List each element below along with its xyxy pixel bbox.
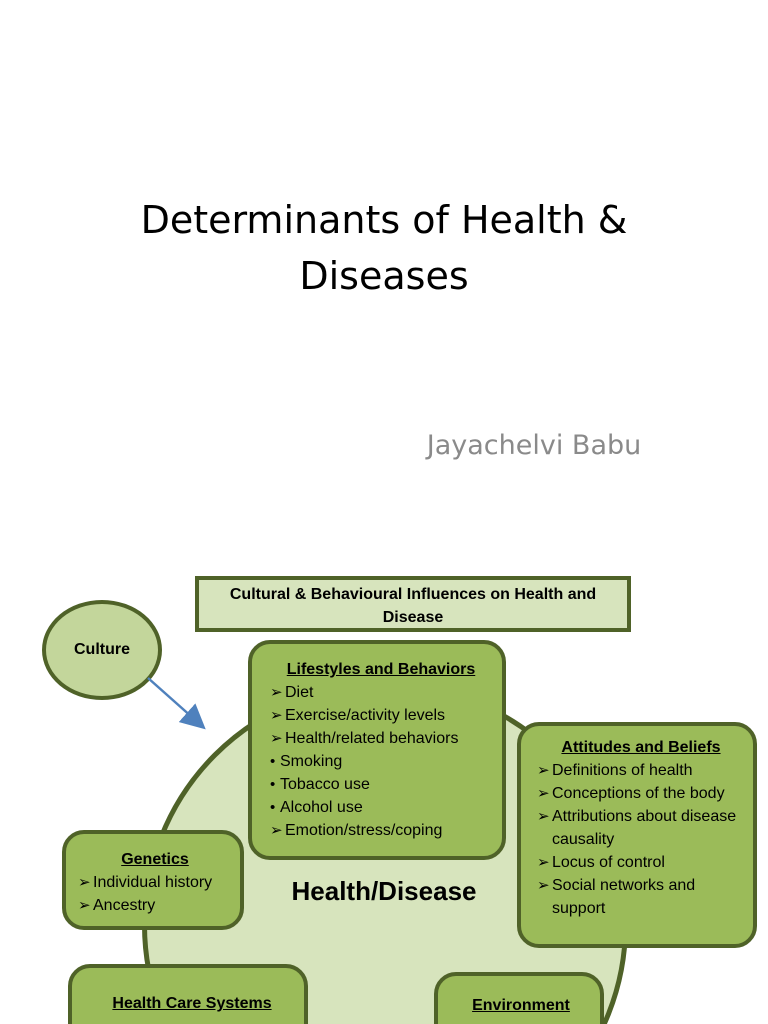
- genetics-list: [78, 871, 232, 917]
- list-item: ➢ Social networks and support: [537, 874, 745, 920]
- list-item: ➢ Conceptions of the body: [537, 782, 745, 805]
- list-item: ➢ Locus of control: [537, 851, 745, 874]
- arrow-bullet-icon: ➢: [78, 897, 91, 914]
- list-item: ➢ Exercise/activity levels: [270, 704, 492, 727]
- health-disease-label: Health/Disease: [291, 876, 477, 906]
- arrow-bullet-icon: ➢: [270, 822, 283, 839]
- diagram-header-line-1: Cultural & Behavioural Influences on Health and: [229, 586, 597, 603]
- list-item: ➢ Definitions of health: [537, 759, 745, 782]
- slide-title: [84, 192, 684, 304]
- arrow-bullet-icon: ➢: [270, 707, 283, 724]
- list-item: • Smoking: [270, 750, 492, 773]
- lifestyles-list: [270, 681, 492, 842]
- list-item: ➢ Emotion/stress/coping: [270, 819, 492, 842]
- list-item: ➢ Attributions about disease causality: [537, 805, 745, 851]
- arrow-bullet-icon: ➢: [78, 874, 91, 891]
- lifestyles-title: Lifestyles and Behaviors: [286, 661, 476, 678]
- arrow-bullet-icon: ➢: [537, 762, 550, 779]
- health-care-systems-title: Health Care Systems: [112, 995, 272, 1012]
- lifestyles-box: [248, 640, 506, 860]
- arrow-bullet-icon: ➢: [537, 854, 550, 871]
- environment-title: Environment: [472, 997, 570, 1014]
- genetics-title: Genetics: [121, 851, 189, 868]
- arrow-bullet-icon: ➢: [270, 684, 283, 701]
- arrow-bullet-icon: ➢: [537, 808, 550, 825]
- slide-title-line-2: Diseases: [299, 254, 469, 298]
- genetics-box: [62, 830, 244, 930]
- list-item: ➢ Diet: [270, 681, 492, 704]
- dot-bullet-icon: •: [270, 776, 276, 793]
- culture-arrow-line: [148, 678, 202, 726]
- slide-author: Jayachelvi Babu: [426, 430, 642, 461]
- environment-box: [434, 972, 604, 1024]
- diagram-header-line-2: Disease: [382, 609, 444, 626]
- slide-title-line-1: Determinants of Health &: [140, 198, 628, 242]
- dot-bullet-icon: •: [270, 799, 276, 816]
- culture-label: Culture: [74, 641, 130, 658]
- determinants-diagram: [0, 560, 768, 1024]
- list-item: ➢ Individual history: [78, 871, 232, 894]
- arrow-bullet-icon: ➢: [537, 785, 550, 802]
- list-item: • Tobacco use: [270, 773, 492, 796]
- arrow-bullet-icon: ➢: [537, 877, 550, 894]
- list-item: • Alcohol use: [270, 796, 492, 819]
- list-item: ➢ Ancestry: [78, 894, 232, 917]
- attitudes-box: [517, 722, 757, 948]
- attitudes-title: Attitudes and Beliefs: [561, 739, 721, 756]
- arrow-bullet-icon: ➢: [270, 730, 283, 747]
- attitudes-list: [537, 759, 745, 920]
- dot-bullet-icon: •: [270, 753, 276, 770]
- health-care-systems-box: [68, 964, 308, 1024]
- list-item: ➢ Health/related behaviors: [270, 727, 492, 750]
